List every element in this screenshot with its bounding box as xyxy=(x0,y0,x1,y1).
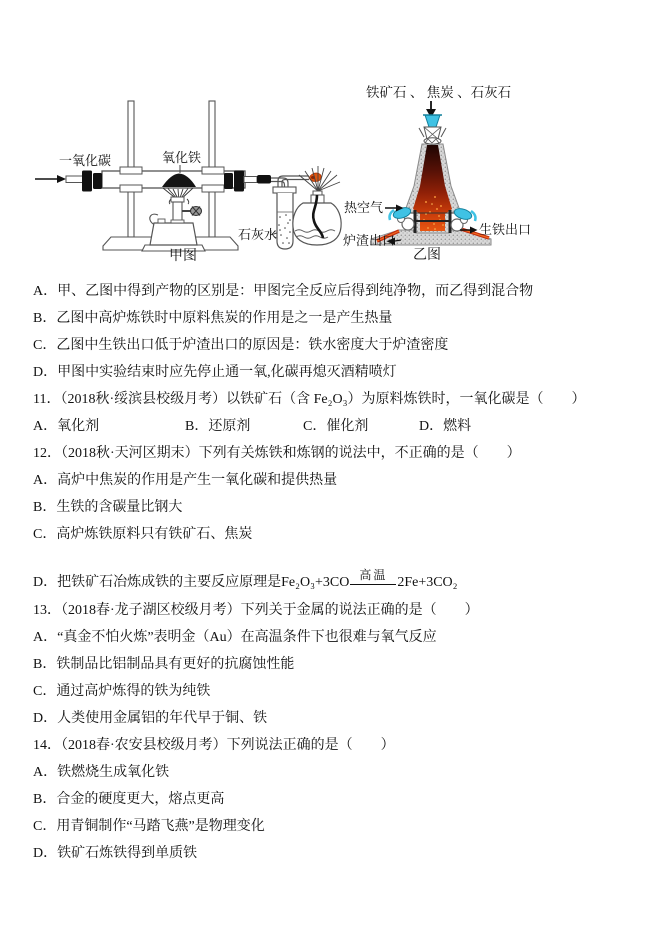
charging-funnel xyxy=(425,115,440,127)
rubber-connector xyxy=(257,175,271,184)
figure-yi-caption: 乙图 xyxy=(413,248,441,263)
q13-option-b: B．铁制品比铝制品具有更好的抗腐蚀性能 xyxy=(33,656,295,672)
furnace-charge-label: 铁矿石 、 焦炭 、石灰石 xyxy=(366,85,512,100)
gas-inlet-arrowhead xyxy=(57,175,66,183)
lamp-wick-holder xyxy=(313,191,322,195)
hot-air-label: 热空气 xyxy=(344,200,384,215)
clamp xyxy=(120,185,142,192)
tank-fitting xyxy=(171,220,184,223)
q11-option-b: B．还原剂 xyxy=(185,418,251,434)
q14-option-b: B．合金的硬度更大，熔点更高 xyxy=(33,791,225,807)
q11-option-a: A．氧化剂 xyxy=(33,418,100,434)
limewater-label: 石灰水 xyxy=(238,227,278,242)
q13-option-d: D．人类使用金属铝的年代早于铜、铁 xyxy=(33,710,268,726)
chemical-formula-lhs: Fe₂O₃+3CO xyxy=(281,575,350,590)
question-text-block xyxy=(33,276,648,865)
fuel-tank xyxy=(150,223,197,245)
inlet-pipe xyxy=(66,176,83,183)
outlet-pipe xyxy=(282,180,309,188)
chemical-formula-rhs: 2Fe+3CO₂ xyxy=(397,575,458,590)
iron-oxide-label: 氧化铁 xyxy=(162,150,202,165)
co-label: 一氧化碳 xyxy=(59,153,112,168)
q14-option-d: D．铁矿石炼铁得到单质铁 xyxy=(33,845,198,861)
q14-option-c: C．用青铜制作“马踏飞燕”是物理变化 xyxy=(33,818,265,834)
lab-apparatus-figure xyxy=(25,85,345,267)
reaction-line xyxy=(350,584,396,585)
reaction-condition: 高温 xyxy=(359,568,388,582)
q10-option-c: C．乙图中生铁出口低于炉渣出口的原因是：铁水密度大于炉渣密度 xyxy=(33,337,449,353)
rubber-stopper xyxy=(93,173,102,189)
test-tube xyxy=(277,193,293,249)
clamp xyxy=(202,167,224,174)
rubber-stopper xyxy=(224,173,233,189)
q13-option-a: A．“真金不怕火炼”表明金（Au）在高温条件下也很难与氧气反应 xyxy=(33,629,437,645)
q14-stem: 14．（2018春·农安县校级月考）下列说法正确的是（ ） xyxy=(33,737,395,753)
iron-outlet-label: 生铁出口 xyxy=(479,222,532,237)
q10-option-d: D．甲图中实验结束时应先停止通一氧,化碳再熄灭酒精喷灯 xyxy=(33,364,397,380)
q12-option-a: A．高炉中焦炭的作用是产生一氧化碳和提供热量 xyxy=(33,472,338,488)
q11-option-c: C．催化剂 xyxy=(303,418,369,434)
figure-jia-caption: 甲图 xyxy=(169,249,197,264)
tank-cap xyxy=(158,219,165,223)
q11-option-d: D．燃料 xyxy=(419,418,472,434)
alcohol-lamp-body xyxy=(293,203,341,245)
q10-option-b: B．乙图中高炉炼铁时中原料焦炭的作用是之一是产生热量 xyxy=(33,310,393,326)
rubber-stopper xyxy=(234,171,244,192)
lab-apparatus-diagram xyxy=(25,85,345,267)
q12-option-b: B．生铁的含碳量比钢大 xyxy=(33,499,183,515)
q10-option-a: A．甲、乙图中得到产物的区别是：甲图完全反应后得到纯净物，而乙得到混合物 xyxy=(33,283,534,299)
q13-stem: 13．（2018春·龙子湖区校级月考）下列关于金属的说法正确的是（ ） xyxy=(33,602,479,618)
q12-option-d xyxy=(33,546,648,595)
clamp xyxy=(120,167,142,174)
test-tube-collar xyxy=(273,187,296,193)
connecting-pipe xyxy=(244,177,257,183)
q12-option-d-text: D．把铁矿石冶炼成铁的主要反应原理是 xyxy=(33,575,282,590)
hearth-band xyxy=(414,220,451,222)
q11-stem: 11．（2018秋·绥滨县校级月考）以铁矿石（含 Fe₂O₃）为原料炼铁时，一氧化碳是（ ） xyxy=(33,391,586,407)
reaction-condition-arrow xyxy=(350,569,396,592)
q12-option-c: C．高炉炼铁原料只有铁矿石、焦炭 xyxy=(33,526,253,542)
burner-nozzle xyxy=(171,197,184,202)
clamp xyxy=(202,185,224,192)
q14-option-a: A．铁燃烧生成氧化铁 xyxy=(33,764,170,780)
q12-stem: 12．（2018秋·天河区期末）下列有关炼铁和炼钢的说法中，不正确的是（ ） xyxy=(33,445,521,461)
q13-option-c: C．通过高炉炼得的铁为纯铁 xyxy=(33,683,211,699)
blast-furnace-figure xyxy=(340,82,550,272)
rubber-stopper xyxy=(82,171,92,192)
q11-options-row xyxy=(33,411,648,438)
slag-outlet-label: 炉渣出口 xyxy=(343,233,396,248)
